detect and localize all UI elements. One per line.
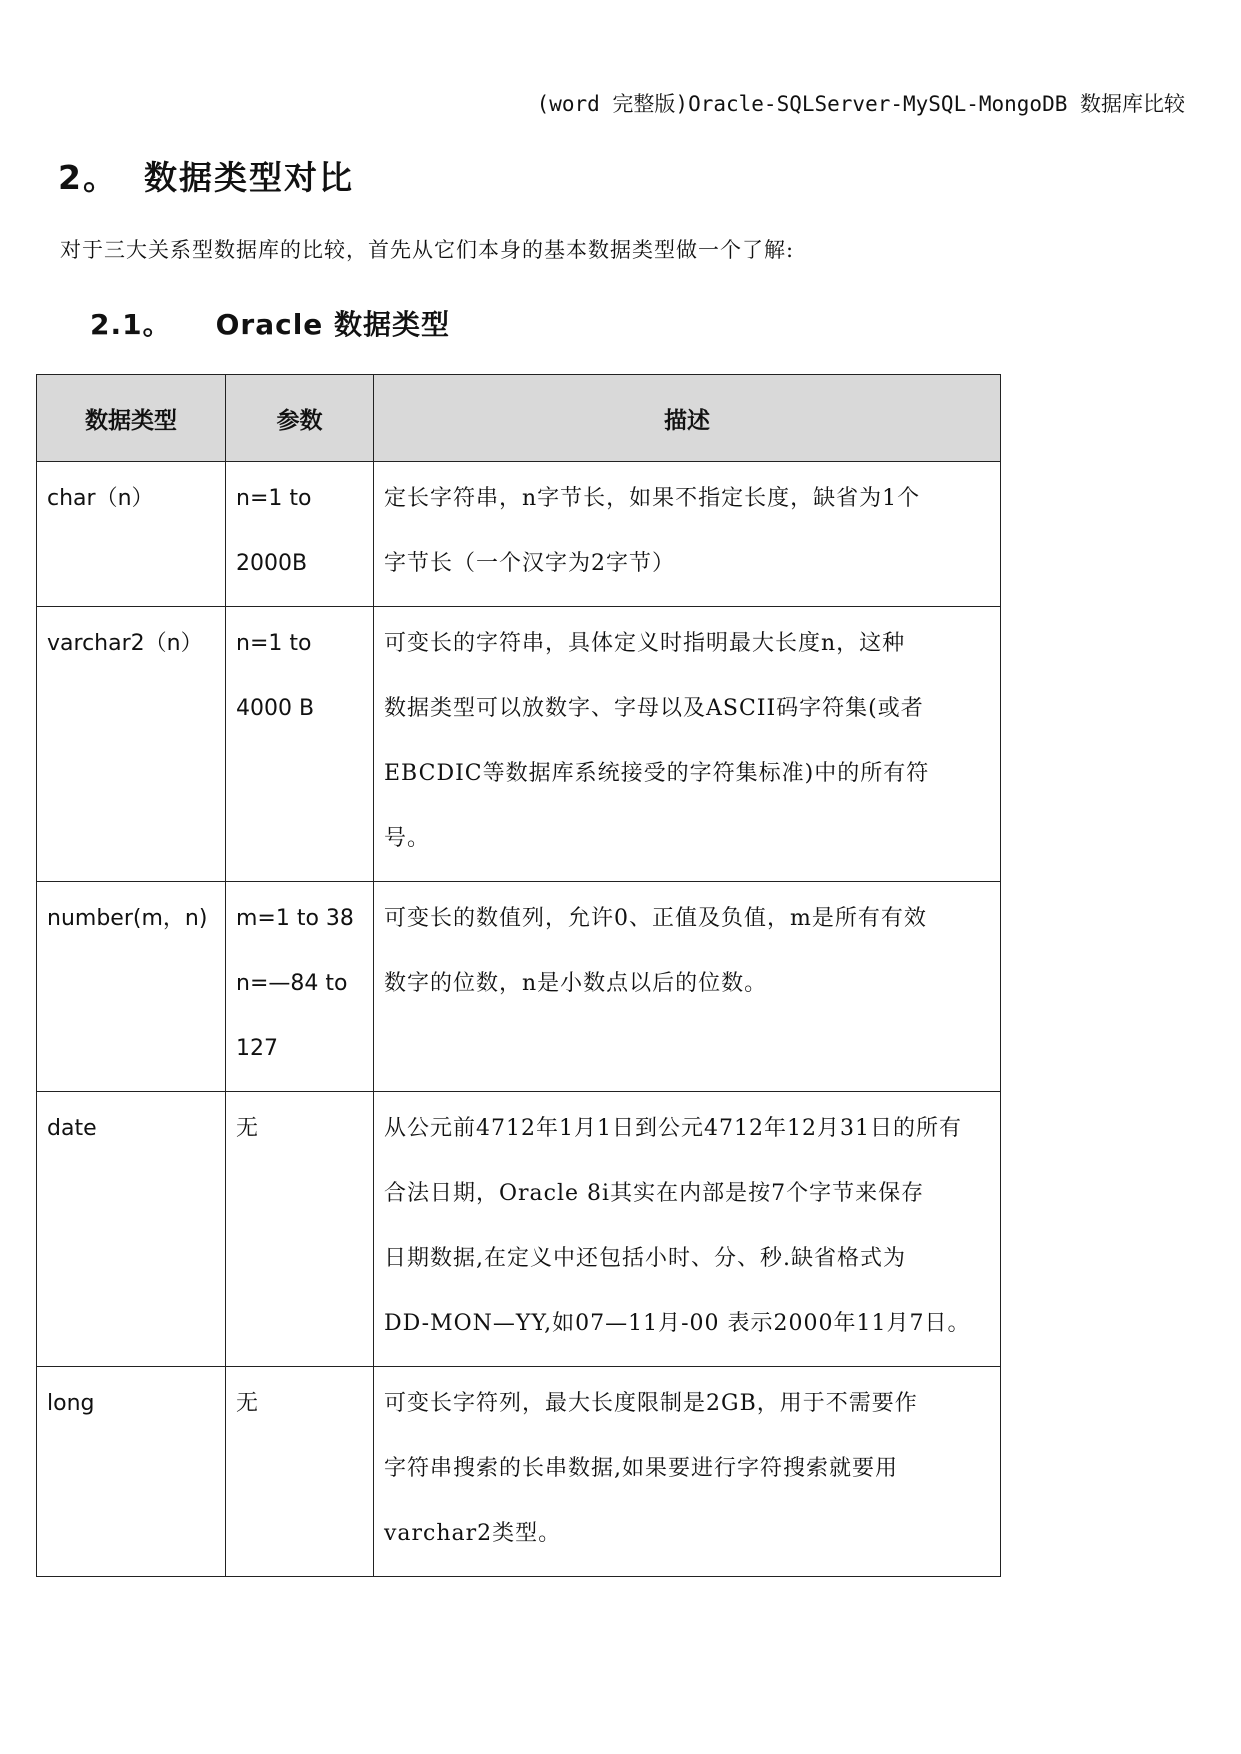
desc-line: 可变长字符列，最大长度限制是2GB，用于不需要作 <box>384 1391 918 1416</box>
desc-line: 号。 <box>384 826 431 851</box>
section-number: 2。 <box>58 158 118 197</box>
subsection-number: 2.1。 <box>90 308 172 341</box>
type-cell: long <box>37 1367 226 1577</box>
desc-line: 数据类型可以放数字、字母以及ASCII码字符集(或者 <box>384 696 924 721</box>
running-header: (word 完整版)Oracle-SQLServer-MySQL-MongoDB 数据库比较 <box>536 92 1185 116</box>
desc-line: 定长字符串，n字节长，如果不指定长度，缺省为1个 <box>384 486 921 511</box>
type-cell: number(m，n) <box>37 882 226 1092</box>
subsection-heading <box>90 303 450 343</box>
param-line: 无 <box>236 1116 259 1141</box>
header-data-type: 数据类型 <box>37 375 226 462</box>
table-row <box>37 462 1001 607</box>
header-description: 描述 <box>374 375 1001 462</box>
param-cell <box>226 462 374 607</box>
desc-cell <box>374 882 1001 1092</box>
desc-line: 字符串搜索的长串数据,如果要进行字符搜索就要用 <box>384 1456 898 1481</box>
type-cell: date <box>37 1092 226 1367</box>
desc-cell <box>374 462 1001 607</box>
param-line: n=1 to <box>236 486 312 511</box>
desc-line: 日期数据,在定义中还包括小时、分、秒.缺省格式为 <box>384 1246 906 1271</box>
desc-line: 数字的位数，n是小数点以后的位数。 <box>384 971 768 996</box>
type-cell: varchar2（n） <box>37 607 226 882</box>
desc-line: varchar2类型。 <box>384 1521 562 1546</box>
section-heading <box>58 152 354 199</box>
intro-paragraph: 对于三大关系型数据库的比较，首先从它们本身的基本数据类型做一个了解: <box>60 238 795 262</box>
header-parameter: 参数 <box>226 375 374 462</box>
desc-line: 可变长的字符串，具体定义时指明最大长度n，这种 <box>384 631 906 656</box>
param-cell <box>226 1367 374 1577</box>
desc-line: DD-MON—YY,如07—11月-00 表示2000年11月7日。 <box>384 1311 971 1336</box>
table-row <box>37 1367 1001 1577</box>
subsection-title: Oracle 数据类型 <box>215 308 451 341</box>
param-line: n=—84 to <box>236 971 348 996</box>
desc-line: 字节长（一个汉字为2字节） <box>384 551 675 576</box>
table-row <box>37 607 1001 882</box>
table-header-row <box>37 375 1001 462</box>
desc-cell <box>374 607 1001 882</box>
param-cell <box>226 882 374 1092</box>
section-title: 数据类型对比 <box>143 158 354 197</box>
param-line: n=1 to <box>236 631 312 656</box>
param-line: 4000 B <box>236 696 315 721</box>
desc-cell <box>374 1092 1001 1367</box>
param-cell <box>226 1092 374 1367</box>
param-line: 2000B <box>236 551 308 576</box>
param-line: 127 <box>236 1036 278 1061</box>
desc-line: 合法日期，Oracle 8i其实在内部是按7个字节来保存 <box>384 1181 925 1206</box>
param-line: m=1 to 38 <box>236 906 354 931</box>
desc-line: EBCDIC等数据库系统接受的字符集标准)中的所有符 <box>384 761 930 786</box>
type-cell: char（n） <box>37 462 226 607</box>
desc-line: 可变长的数值列，允许0、正值及负值，m是所有有效 <box>384 906 927 931</box>
param-line: 无 <box>236 1391 259 1416</box>
param-cell <box>226 607 374 882</box>
table-row <box>37 1092 1001 1367</box>
oracle-data-types-table <box>36 374 1001 1577</box>
desc-cell <box>374 1367 1001 1577</box>
desc-line: 从公元前4712年1月1日到公元4712年12月31日的所有 <box>384 1116 962 1141</box>
table-row <box>37 882 1001 1092</box>
